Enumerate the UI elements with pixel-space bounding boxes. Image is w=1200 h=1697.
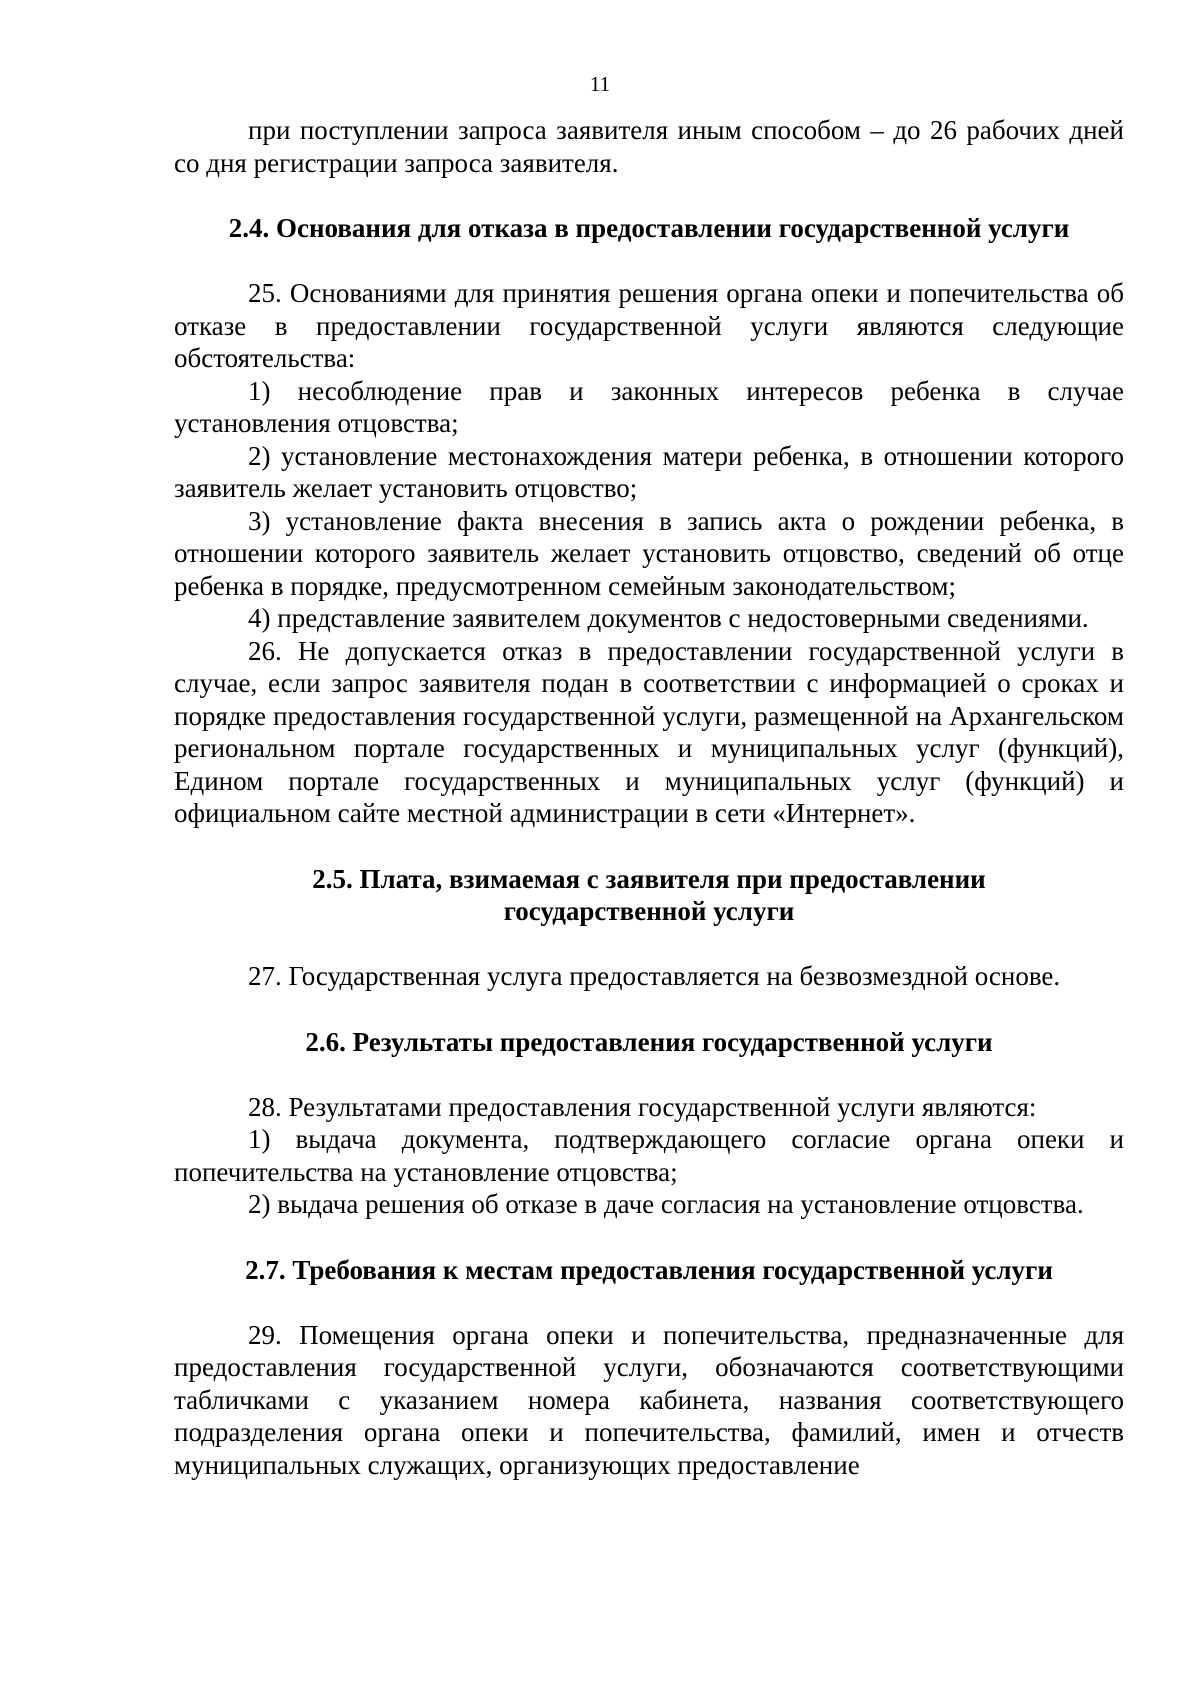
list-item-28-2: 2) выдача решения об отказе в даче согласия на установление отцовства. xyxy=(248,1189,1084,1219)
paragraph-25: 25. Основаниями для принятия решения органа опеки и попечительства об отказе в предоставлении государственной услуги являются следующие обстоятельства: xyxy=(174,278,1124,373)
list-item-25-4: 4) представление заявителем документов с недостоверными сведениями. xyxy=(248,603,1089,633)
list-item-25-2: 2) установление местонахождения матери ребенка, в отношении которого заявитель желает установить отцовство; xyxy=(174,440,1124,503)
paragraph-26: 26. Не допускается отказ в предоставлении государственной услуги в случае, если запрос заявителя подан в соответствии с информацией о сроках и порядке предоставления государственной услуги, размещенной на Архангельском региональном портале государственных и муниципальных услуг (функций), Едином портале государственных и муниципальных услуг (функций) и официальном сайте местной администрации в сети «Интернет». xyxy=(174,635,1124,828)
paragraph-27: 27. Государственная услуга предоставляется на безвозмездной основе. xyxy=(248,961,1061,991)
section-heading-2-4: 2.4. Основания для отказа в предоставлении государственной услуги xyxy=(228,213,1070,243)
paragraph-29: 29. Помещения органа опеки и попечительства, предназначенные для предоставления государственной услуги, обозначаются соответствующими табличками с указанием номера кабинета, названия соответствующего подразделения органа опеки и попечительства, фамилий, имен и отчеств муниципальных служащих, организующих предоставление xyxy=(174,1319,1124,1480)
list-item-25-3: 3) установление факта внесения в запись акта о рождении ребенка, в отношении которого заявитель желает установить отцовство, сведений об отце ребенка в порядке, предусмотренном семейным законодательством; xyxy=(174,505,1124,601)
section-heading-2-5-line1: 2.5. Плата, взимаемая с заявителя при предоставлении xyxy=(312,863,986,894)
list-item-28-1: 1) выдача документа, подтверждающего согласие органа опеки и попечительства на установление отцовства; xyxy=(174,1124,1124,1187)
section-heading-2-5 xyxy=(174,863,1124,928)
section-heading-2-7: 2.7. Требования к местам предоставления государственной услуги xyxy=(245,1254,1053,1285)
paragraph-continuation: при поступлении запроса заявителя иным способом – до 26 рабочих дней со дня регистрации запроса заявителя. xyxy=(174,115,1124,178)
document-body xyxy=(174,114,1124,1481)
section-heading-2-5-line2: государственной услуги xyxy=(503,896,795,926)
paragraph-28: 28. Результатами предоставления государственной услуги являются: xyxy=(248,1091,1037,1122)
page-number: 11 xyxy=(589,72,611,96)
section-heading-2-6: 2.6. Результаты предоставления государственной услуги xyxy=(305,1026,993,1057)
list-item-25-1: 1) несоблюдение прав и законных интересов ребенка в случае установления отцовства; xyxy=(174,375,1124,438)
